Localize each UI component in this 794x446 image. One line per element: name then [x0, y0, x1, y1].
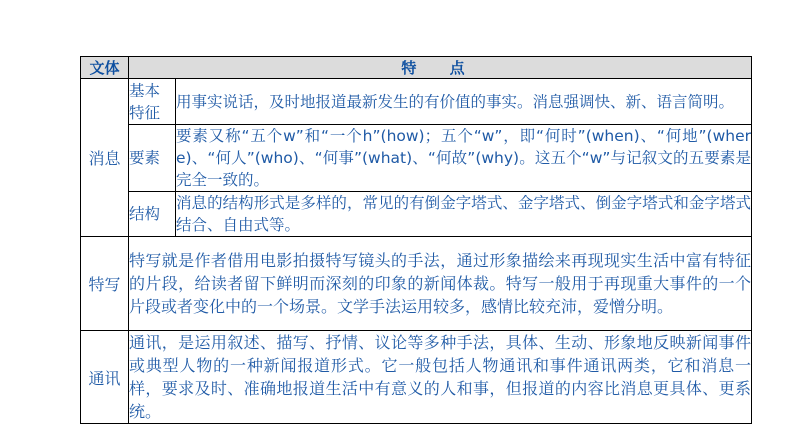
sub-label-basic: 基本特征 [129, 79, 176, 125]
genre-feature: 特写 [81, 237, 129, 331]
genre-news: 消息 [81, 79, 129, 237]
table-row [81, 79, 752, 125]
table-row [81, 331, 752, 424]
feature-text-correspondence: 通讯，是运用叙述、描写、抒情、议论等多种手法，具体、生动、形象地反映新闻事件或典型人物的一种新闻报道形式。它一般包括人物通讯和事件通讯两类，它和消息一样，要求及时、准确地报道生活中有意义的人和事，但报道的内容比消息更具体、更系统。 [129, 331, 752, 424]
header-genre: 文体 [81, 57, 129, 79]
feature-text-elements: 要素又称“五个w”和“一个h”(how)；五个“w”，即“何时”(when)、“何地”(where)、“何人”(who)、“何事”(what)、“何故”(why)。这五个“w”与记叙文的五要素是完全一致的。 [176, 125, 752, 192]
news-genre-table [80, 56, 752, 424]
sub-label-structure: 结构 [129, 192, 176, 237]
table-header-row [81, 57, 752, 79]
table-row [81, 125, 752, 192]
header-features: 特 点 [129, 57, 752, 79]
table-row [81, 237, 752, 331]
genre-correspondence: 通讯 [81, 331, 129, 424]
sub-label-elements: 要素 [129, 125, 176, 192]
feature-text-structure: 消息的结构形式是多样的，常见的有倒金字塔式、金字塔式、倒金字塔式和金字塔式结合、自由式等。 [176, 192, 752, 237]
table-row [81, 192, 752, 237]
feature-text-basic: 用事实说话，及时地报道最新发生的有价值的事实。消息强调快、新、语言简明。 [176, 79, 752, 125]
feature-text-closeup: 特写就是作者借用电影拍摄特写镜头的手法，通过形象描绘来再现现实生活中富有特征的片段，给读者留下鲜明而深刻的印象的新闻体裁。特写一般用于再现重大事件的一个片段或者变化中的一个场景。文学手法运用较多，感情比较充沛，爱憎分明。 [129, 237, 752, 331]
